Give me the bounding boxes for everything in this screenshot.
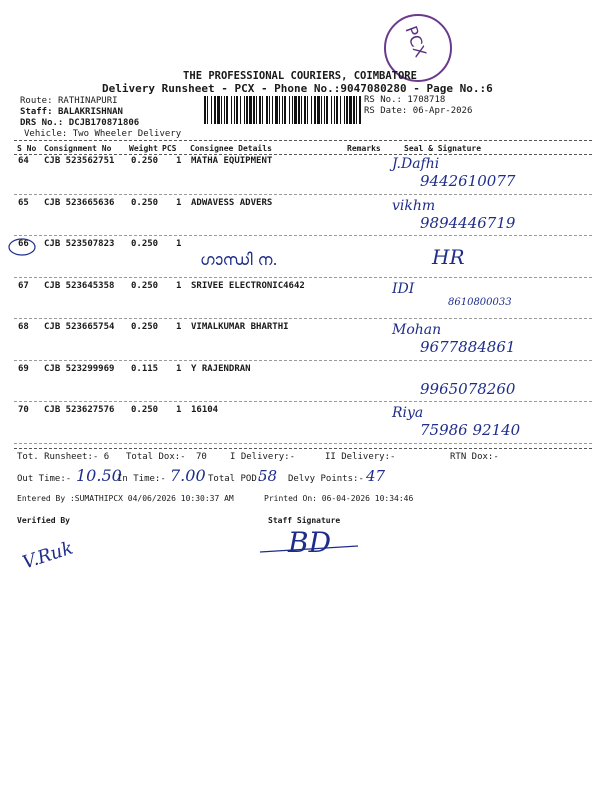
row-consignment: CJB 523507823 [44,239,115,249]
row-divider [14,318,592,319]
rs-no-value: 1708718 [407,95,446,105]
barcode-bar [282,96,283,124]
barcode-bar [349,96,352,124]
row-consignment: CJB 523562751 [44,156,115,166]
total-dox-label: Total Dox:- [126,452,186,462]
total-dox-value: 70 [196,452,207,462]
ii-delivery: II Delivery:- [325,452,396,462]
barcode-bar [326,96,328,124]
barcode-bar [324,96,325,124]
out-time-value: 10.50 [76,466,122,485]
row-phone-handwritten: 8610800033 [448,296,512,308]
barcode [204,96,362,124]
row-phone-handwritten: 9677884861 [420,338,516,356]
row-pcs: 1 [176,197,182,208]
row-sno: 69 [18,363,29,374]
i-delivery: I Delivery:- [230,452,296,462]
row-divider [14,360,592,361]
row-signature: J.Dafhi [392,156,440,172]
delivery-points-label: Delvy Points:- [288,474,364,484]
row-divider [14,277,592,278]
row-divider [14,194,592,195]
drs-number [20,118,139,128]
barcode-bar [231,96,232,124]
col-remarks: Remarks [347,144,381,153]
barcode-bar [314,96,316,124]
barcode-bar [279,96,280,124]
staff-signature-stroke [258,538,378,558]
row-weight: 0.250 [131,280,159,291]
row-pcs: 1 [176,239,182,249]
barcode-bar [204,96,206,124]
row-consignment: CJB 523665636 [44,197,115,208]
barcode-bar [284,96,286,124]
barcode-bar [307,96,308,124]
barcode-bar [221,96,222,124]
barcode-bar [211,96,212,124]
total-pod-label: Total POD:- [208,474,268,484]
barcode-bar [262,96,263,124]
row66-consignee-handwriting: ഗാന്ധി ന. [200,250,278,269]
barcode-bar [317,96,320,124]
delivery-points-value: 47 [366,467,386,485]
barcode-bar [294,96,297,124]
drs-value: DCJB170871806 [68,118,140,128]
barcode-bar [298,96,300,124]
row-consignment: CJB 523627576 [44,405,115,415]
row-consignment: CJB 523665754 [44,322,115,332]
row-pcs: 1 [176,405,182,415]
barcode-bar [334,96,335,124]
barcode-bar [256,96,257,124]
row-weight: 0.250 [131,239,159,249]
vehicle: Vehicle: Two Wheeler Delivery [24,129,182,139]
row-sno: 67 [18,280,29,291]
barcode-bar [289,96,290,124]
row-phone-handwritten: 9965078260 [420,379,516,398]
row-sno: 68 [18,322,29,332]
row-consignee: SRIVEE ELECTRONIC4642 [191,280,305,291]
row-consignee: VIMALKUMAR BHARTHI [191,322,289,332]
barcode-bar [336,96,338,124]
totals-top-rule [14,448,592,449]
row-weight: 0.250 [131,197,159,208]
out-time-label: Out Time:- [17,474,72,484]
row-weight: 0.250 [131,322,159,332]
route [20,96,118,106]
row-consignee: Y RAJENDRAN [191,363,251,374]
row-divider [14,235,592,236]
row-sno: 65 [18,197,29,208]
row-signature: Mohan [392,322,442,338]
row-sno: 66 [18,239,29,249]
barcode-bar [356,96,357,124]
total-pod-value: 58 [258,467,278,485]
row-consignee: 16104 [191,405,219,415]
row-signature: HR [432,245,465,269]
row-weight: 0.250 [131,156,159,166]
barcode-bar [234,96,235,124]
row-sno: 70 [18,405,29,415]
row-pcs: 1 [176,363,182,374]
verified-by-signature: V.Ruk [20,537,76,574]
barcode-bar [246,96,248,124]
rs-number [364,95,445,105]
company-name: THE PROFESSIONAL COURIERS, COIMBATORE [183,70,417,82]
drs-label: DRS No.: [20,118,64,128]
staff [20,107,123,117]
barcode-bar [292,96,293,124]
rtn-dox: RTN Dox:- [450,452,499,462]
rs-date [364,106,472,116]
barcode-bar [346,96,348,124]
total-runsheet: Tot. Runsheet:- 6 [17,452,110,462]
barcode-bar [249,96,252,124]
row-phone-handwritten: 9442610077 [420,172,516,190]
barcode-bar [269,96,270,124]
barcode-bar [353,96,355,124]
in-time-value: 7.00 [170,466,206,485]
barcode-bar [207,96,208,124]
barcode-bar [301,96,302,124]
row-sno: 64 [18,156,29,166]
in-time-label: In Time:- [117,474,166,484]
barcode-bar [266,96,268,124]
barcode-bar [224,96,225,124]
barcode-bar [304,96,306,124]
barcode-bar [344,96,345,124]
entered-by: Entered By :SUMATHIPCX 04/06/2026 10:30:37 AM [17,494,234,503]
header-top-rule [14,140,592,141]
staff-label: Staff: [20,107,53,117]
col-sno: S No [17,144,37,153]
row-consignment: CJB 523299969 [44,363,115,374]
row-consignee: ADWAVESS ADVERS [191,197,273,208]
col-seal-signature: Seal & Signature [404,144,482,153]
col-consignment: Consignment No [44,144,112,153]
staff-value: BALAKRISHNAN [57,107,123,117]
barcode-bar [214,96,216,124]
barcode-bar [240,96,241,124]
header-bottom-rule [14,154,592,155]
barcode-bar [226,96,228,124]
row-phone-handwritten: 9894446719 [420,213,516,232]
barcode-bar [331,96,332,124]
row-pcs: 1 [176,280,182,291]
route-value: RATHINAPURI [57,96,118,106]
rs-date-value: 06-Apr-2026 [412,106,473,116]
row-divider [14,401,592,402]
row-signature: Riya [392,405,424,421]
barcode-bar [272,96,273,124]
row-pcs: 1 [176,156,182,166]
barcode-bar [359,96,361,124]
barcode-bar [244,96,245,124]
rs-date-label: RS Date: [364,106,408,116]
barcode-bar [311,96,312,124]
row-weight: 0.250 [131,405,159,415]
row-pcs: 1 [176,322,182,332]
col-consignee: Consignee Details [190,144,272,153]
route-label: Route: [20,96,53,106]
rs-no-label: RS No.: [364,95,402,105]
barcode-bar [340,96,341,124]
printed-on: Printed On: 06-04-2026 10:34:46 [264,494,414,503]
runsheet-title: Delivery Runsheet - PCX - Phone No.:9047080280 - Page No.:6 [102,82,493,95]
row66-circle-mark [8,238,38,258]
verified-by-label: Verified By [17,516,70,525]
barcode-bar [259,96,261,124]
row-divider [14,443,592,444]
staff-signature-label: Staff Signature [268,516,341,525]
barcode-bar [253,96,255,124]
row-consignee: MATHA EQUIPMENT [191,156,273,166]
row-signature: IDI [392,280,415,297]
stamp-text: PCX [401,23,431,60]
col-pcs: PCS [162,144,177,153]
col-weight: Weight [129,144,158,153]
row-consignment: CJB 523645358 [44,280,115,291]
barcode-bar [321,96,322,124]
barcode-bar [217,96,220,124]
row-weight: 0.115 [131,363,159,374]
row-signature: vikhm [392,197,436,214]
staff-signature: BD [288,526,332,559]
row-phone-handwritten: 75986 92140 [420,421,521,439]
barcode-bar [275,96,278,124]
barcode-bar [236,96,238,124]
